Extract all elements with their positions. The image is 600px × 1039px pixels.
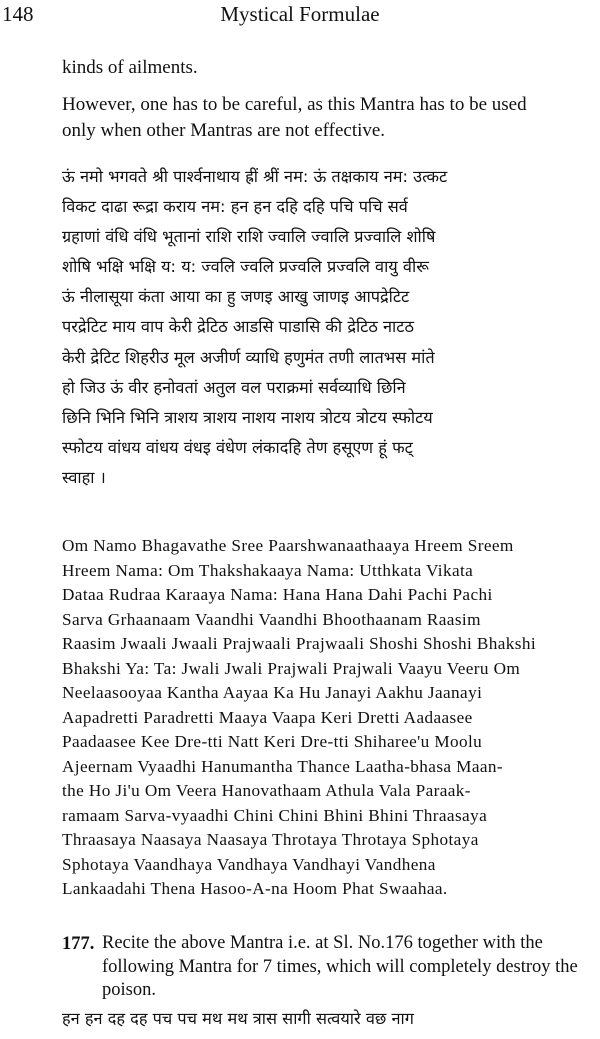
hindi-mantra-line: विकट दाढा रूद्रा कराय नम: हन हन दहि दहि पचि पचि सर्व (62, 197, 408, 217)
transliteration-line: Bhakshi Ya: Ta: Jwali Jwali Prajwali Prajwali Vaayu Veeru Om (62, 658, 521, 678)
item-text-line: poison. (102, 980, 156, 1000)
hindi-mantra-block (62, 162, 582, 493)
hindi-mantra-line: ऊं नमो भगवते श्री पार्श्वनाथाय ह्रीं श्रीं नम: ऊं तक्षकाय नम: उत्कट (62, 167, 448, 186)
item-text-line: Recite the above Mantra i.e. at Sl. No.176 together with the (102, 933, 543, 953)
continuation-text: kinds of ailments. (62, 57, 198, 78)
transliteration-line: Om Namo Bhagavathe Sree Paarshwanaathaaya Hreem Sreem (62, 536, 514, 555)
transliteration-block (62, 534, 600, 902)
hindi-mantra-line: स्वाहा । (62, 467, 106, 487)
transliteration-line: Sphotaya Vaandhaya Vandhaya Vandhayi Vandhena (62, 854, 436, 874)
transliteration-line: Aapadretti Paradretti Maaya Vaapa Keri Dretti Aadaasee (62, 707, 473, 727)
item-text (102, 932, 598, 1003)
item-number: 177. (62, 934, 95, 954)
transliteration-line: ramaam Sarva-vyaadhi Chini Chini Bhini Bhini Thraasaya (62, 805, 488, 825)
transliteration-line: the Ho Ji'u Om Veera Hanovathaam Athula Vala Paraak- (62, 781, 471, 800)
hindi-mantra-2: हन हन दह दह पच पच मथ मथ त्रास सागी सत्वयारे वछ नाग (62, 1009, 414, 1028)
hindi-mantra-line: ऊं नीलासूया कंता आया का हु जणइ आखु जाणइ आपद्रेटिट (62, 287, 410, 307)
hindi-mantra-line: शोषि भक्षि भक्षि य: य: ज्वलि ज्वलि प्रज्वलि प्रज्वलि वायु वीरू (62, 257, 429, 277)
transliteration-line: Thraasaya Naasaya Naasaya Throtaya Throtaya Sphotaya (62, 830, 479, 849)
page-number: 148 (2, 2, 34, 26)
transliteration-line: Sarva Grhaanaam Vaandhi Vaandhi Bhoothaanam Raasim (62, 609, 481, 629)
transliteration-line: Dataa Rudraa Karaaya Nama: Hana Hana Dahi Pachi Pachi (62, 585, 493, 604)
hindi-mantra-line: परद्रेटिट माय वाप केरी द्रेटिठ आडसि पाडासि की द्रेटिठ नाटठ (62, 317, 414, 337)
hindi-mantra-line: हो जिउ ऊं वीर हनोवतां अतुल वल पराक्रमां सर्वव्याधि छिनि (62, 377, 406, 397)
transliteration-line: Ajeernam Vyaadhi Hanumantha Thance Laatha-bhasa Maan- (62, 756, 503, 776)
caution-line: However, one has to be careful, as this Mantra has to be used (62, 94, 527, 115)
transliteration-line: Neelaasooyaa Kantha Aayaa Ka Hu Janayi Aakhu Jaanayi (62, 683, 483, 702)
item-text-line: following Mantra for 7 times, which will completely destroy the (102, 956, 578, 977)
transliteration-line: Raasim Jwaali Jwaali Prajwaali Prajwaali Shoshi Shoshi Bhakshi (62, 634, 537, 653)
hindi-mantra-line: केरी द्रेटिट शिहरीउ मूल अजीर्ण व्याधि हणुमंत तणी लातभस मांते (62, 347, 435, 367)
hindi-mantra-line: स्फोटय वांधय वांधय वंधइ वंधेण लंकादहि तेण हसूएण हूं फट् (62, 437, 413, 457)
running-title: Mystical Formulae (220, 2, 380, 26)
caution-line: only when other Mantras are not effective. (62, 120, 386, 141)
hindi-mantra-line: छिनि भिनि भिनि त्राशय त्राशय नाशय नाशय त्रोटय त्रोटय स्फोटय (62, 407, 433, 427)
caution-paragraph (62, 92, 592, 144)
transliteration-line: Hreem Nama: Om Thakshakaaya Nama: Utthkata Vikata (62, 560, 474, 580)
hindi-mantra-line: ग्रहाणां वंधि वंधि भूतानां राशि राशि ज्वालि ज्वालि प्रज्वालि शोषि (62, 227, 436, 247)
transliteration-line: Lankaadahi Thena Hasoo-A-na Hoom Phat Swaahaa. (62, 879, 448, 898)
transliteration-line: Paadaasee Kee Dre-tti Natt Keri Dre-tti Shiharee'u Moolu (62, 732, 483, 751)
